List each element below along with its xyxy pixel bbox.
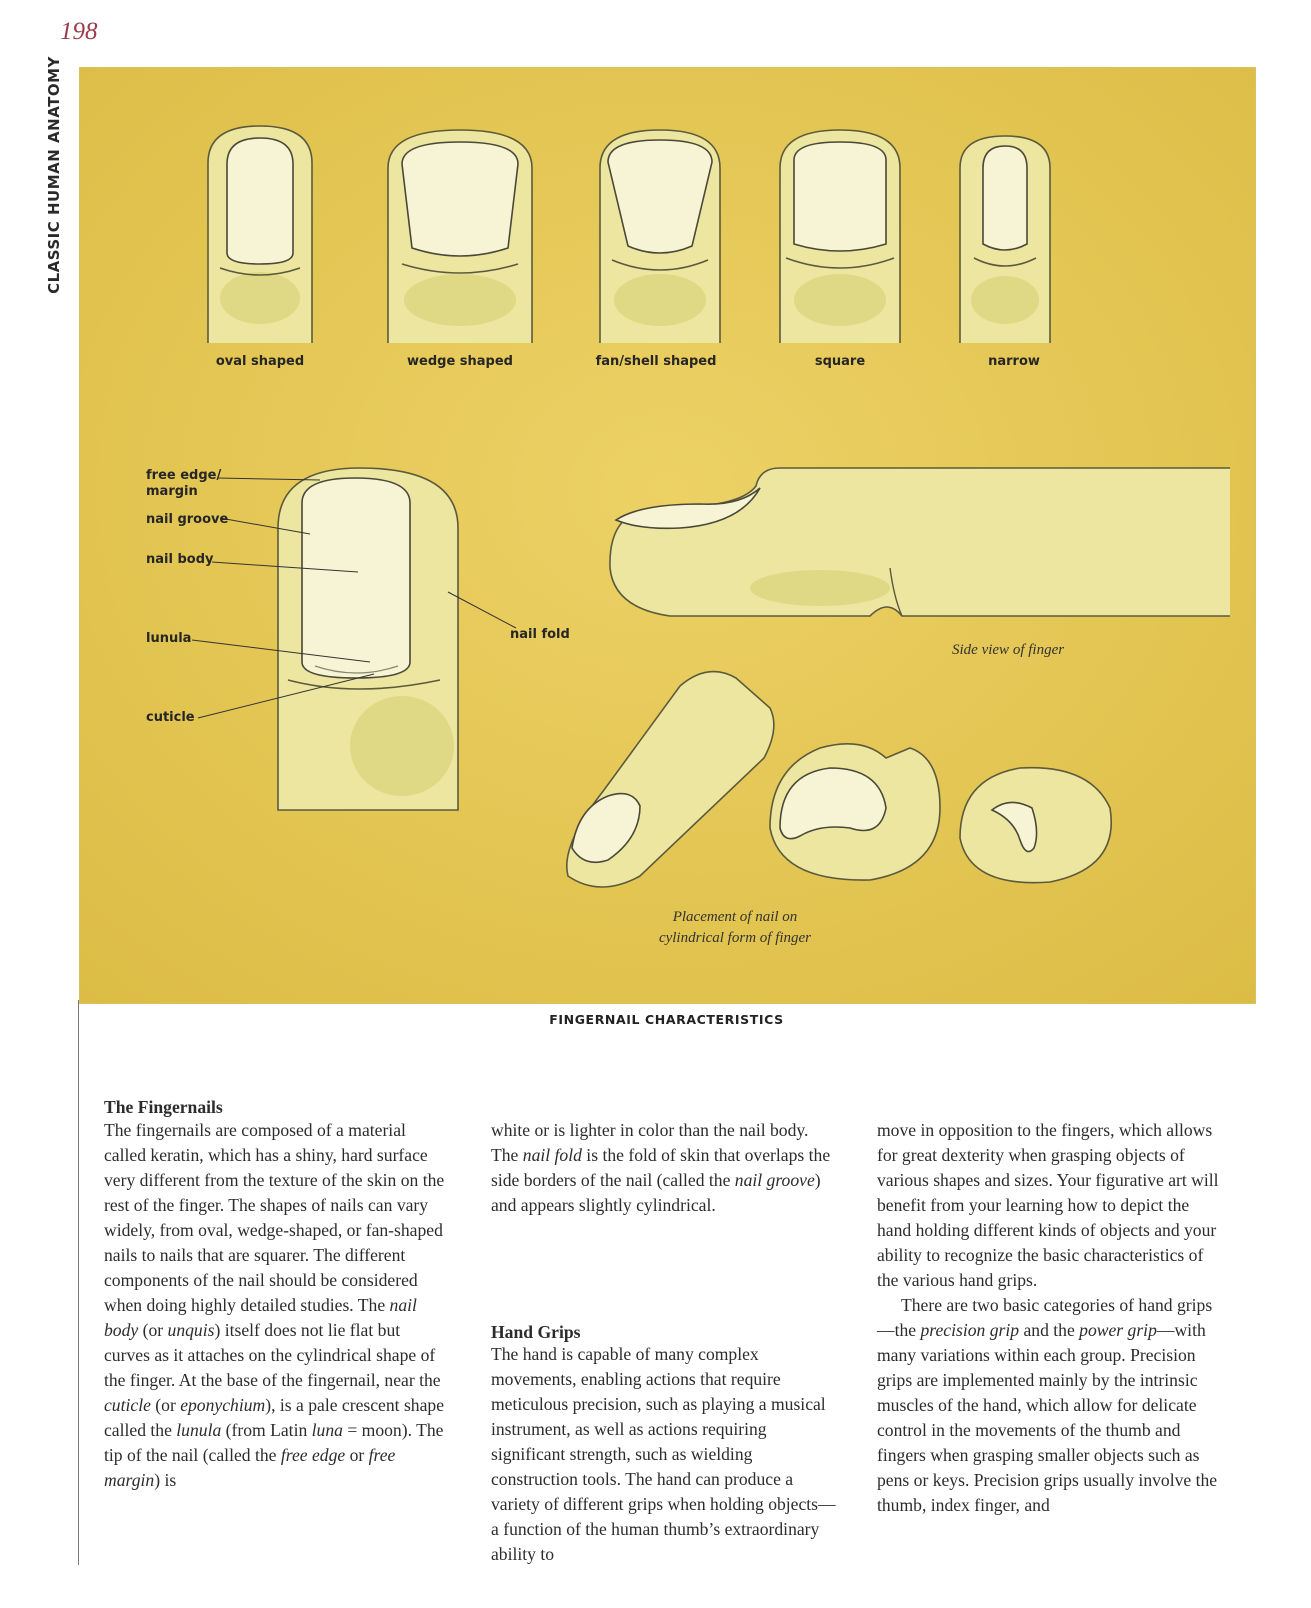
text-column-1 [104, 1118, 449, 1493]
text-run: (from Latin [221, 1420, 312, 1440]
running-head-text: CLASSIC HUMAN ANATOMY [45, 56, 63, 294]
margin-rule [78, 1000, 79, 1565]
text-column-2-grips [491, 1342, 836, 1567]
text-run: (or [150, 1395, 181, 1415]
term-free-margin: free margin [104, 1445, 396, 1490]
finger-fan-shell [600, 130, 720, 343]
text-run: is the fold of skin that overlaps the side borders of the nail (called the [491, 1145, 831, 1190]
term-unquis: unquis [167, 1320, 215, 1340]
label-wedge-shaped: wedge shaped [407, 354, 513, 369]
text-column-2 [491, 1118, 836, 1218]
text-run: There are two basic categories of hand grips—the [877, 1295, 1213, 1340]
text-run: or [345, 1445, 369, 1465]
term-free-edge: free edge [280, 1445, 346, 1465]
heading-hand-grips [491, 1320, 836, 1345]
term-cuticle: cuticle [104, 1395, 151, 1415]
term-lunula: lunula [176, 1420, 222, 1440]
paragraph-fingernails [104, 1118, 449, 1493]
text-run: (or [138, 1320, 168, 1340]
paragraph-nail-fold [491, 1118, 836, 1218]
finger-wedge [388, 130, 532, 343]
finger-anatomy [278, 468, 458, 810]
figure-caption: FINGERNAIL CHARACTERISTICS [549, 1012, 784, 1027]
term-precision-grip: precision grip [920, 1320, 1020, 1340]
finger-oval [208, 126, 312, 343]
label-oval-shaped: oval shaped [215, 354, 305, 369]
label-narrow: narrow [988, 354, 1040, 369]
text-run: = moon). The tip of the nail (called the [104, 1420, 444, 1465]
label-nail-fold: nail fold [510, 627, 570, 642]
text-column-3 [877, 1118, 1222, 1518]
finger-narrow [960, 136, 1050, 343]
label-square: square [814, 354, 866, 369]
term-power-grip: power grip [1079, 1320, 1157, 1340]
label-margin: margin [146, 484, 198, 499]
text-run: The fingernails are composed of a material called keratin, which has a shiny, hard surface very different from the texture of the skin on the rest of the finger. The shapes of nails can vary widely, from oval, wedge-shaped, or fan-shaped nails to nails that are squarer. The different components of the nail should be considered when doing highly detailed studies. The [104, 1120, 445, 1315]
text-run: white or is lighter in color than the nail body. The [491, 1120, 809, 1165]
placement-caption-line1: Placement of nail on [672, 909, 798, 925]
finger-placement-front [770, 744, 940, 880]
finger-placement-tip [960, 768, 1111, 883]
placement-caption-line2: cylindrical form of finger [658, 930, 812, 946]
label-nail-groove: nail groove [146, 512, 229, 527]
paragraph-dexterity: move in opposition to the fingers, which allows for great dexterity when grasping objects of various shapes and sizes. Your figurative art will benefit from your learning how to depict the hand holding different kinds of objects and your ability to recognize the basic characteristics of the various hand grips. [877, 1120, 1219, 1290]
heading-the-fingernails-text: The Fingernails [104, 1096, 223, 1117]
text-run: ) itself does not lie flat but curves as it attaches on the cylindrical shape of the finger. At the base of the fingernail, near the [104, 1320, 441, 1390]
label-nail-body: nail body [146, 552, 214, 567]
text-run: ) is [154, 1470, 177, 1490]
term-eponychium: eponychium [180, 1395, 266, 1415]
label-free-edge: free edge/ [146, 468, 222, 483]
heading-the-fingernails [104, 1095, 449, 1120]
page-number: 198 [60, 18, 98, 45]
term-nail-body: nail body [104, 1295, 417, 1340]
fingernail-illustration [79, 67, 1256, 1004]
label-lunula: lunula [146, 631, 192, 646]
text-run: and the [1019, 1320, 1080, 1340]
side-view-caption: Side view of finger [952, 642, 1065, 658]
label-cuticle: cuticle [146, 710, 195, 725]
term-nail-fold: nail fold [522, 1145, 582, 1165]
finger-square [780, 130, 900, 343]
text-run: —with many variations within each group. Precision grips are implemented mainly by the intrinsic muscles of the hand, which allow for delicate control in the movements of the thumb and fingers when grasping smaller objects such as pens or keys. Precision grips usually involve the thumb, index finger, and [877, 1320, 1218, 1515]
heading-hand-grips-text: Hand Grips [491, 1321, 581, 1342]
term-nail-groove: nail groove [734, 1170, 815, 1190]
text-run: ), is a pale crescent shape called the [104, 1395, 444, 1440]
term-luna: luna [311, 1420, 343, 1440]
label-fan-shell-shaped: fan/shell shaped [595, 354, 717, 369]
text-run: ) and appears slightly cylindrical. [491, 1170, 821, 1215]
running-head [42, 56, 66, 294]
paragraph-grip-categories [877, 1293, 1222, 1518]
paragraph-hand-grips: The hand is capable of many complex movements, enabling actions that require meticulous precision, such as playing a musical instrument, as well as actions requiring significant strength, such as wielding construction tools. The hand can produce a variety of different grips when holding objects—a function of the human thumb’s extraordinary ability to [491, 1344, 836, 1564]
